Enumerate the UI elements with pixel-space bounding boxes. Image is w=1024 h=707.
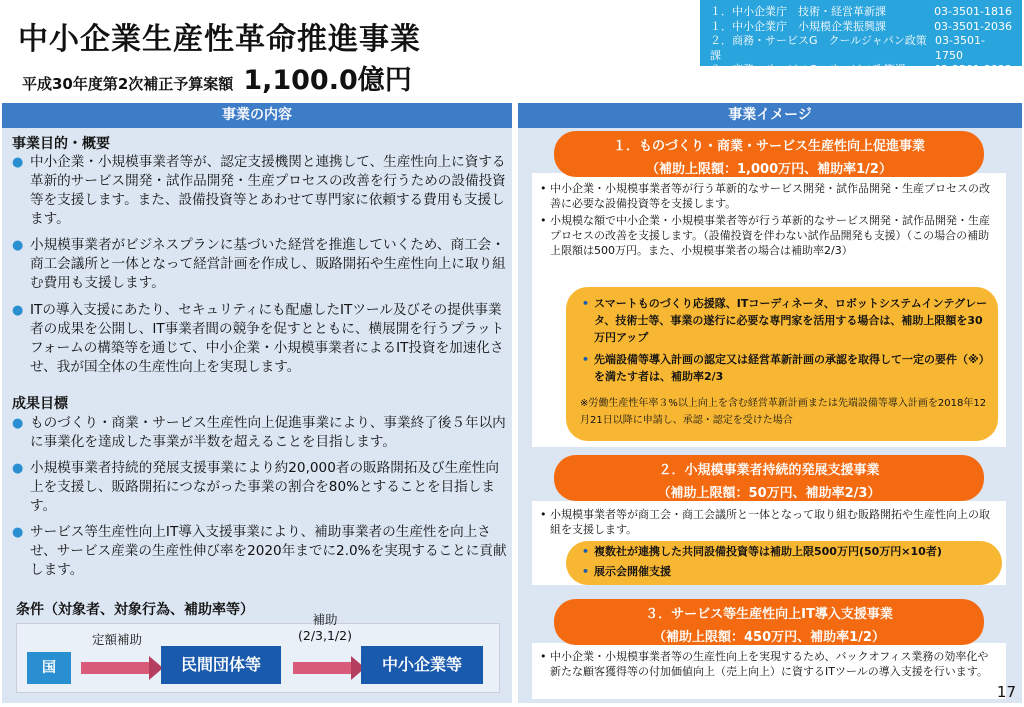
goal-item: ● 小規模事業者持続的発展支援事業により約20,000者の販路開拓及び生産性向上を支援し、販路開拓につながった事業の割合を80%とすることを目指します。 [12,459,510,516]
contact-label: １．中小企業庁 小規模企業振興課 [710,19,886,33]
contact-row [710,63,1012,78]
contact-box [700,0,1022,76]
flow-diagram [16,612,500,693]
section-1-highlight-item: • スマートものづくり応援隊、ITコーディネータ、ロボットシステムインテグレータ、技術士等、事業の遂行に必要な専門家を活用する場合は、補助上限額を30万円アップ [580,295,990,346]
contact-label: ３．商務・サービスG サービス政策課 [710,63,906,76]
flow-label-subsidy [285,612,365,644]
conditions-heading: 条件（対象者、対象行為、補助率等） [16,602,254,618]
purpose-heading: 事業目的・概要 [12,136,110,152]
section-2-highlight-item: • 展示会開催支援 [580,563,994,580]
flow-node-private: 民間団体等 [161,646,281,684]
page-title: 中小企業生産性革命推進事業 [18,22,421,57]
contact-phone: 03-3501-3922 [934,63,1012,76]
contact-row [710,20,1012,35]
section-3-box [532,643,1006,699]
contact-row [710,5,1012,20]
contact-phone: 03-3501-2036 [934,19,1012,33]
purpose-item: ● 小規模事業者がビジネスプランに基づいた経営を推進していくため、商工会・商工会議所と一体となって経営計画を作成し、販路開拓や生産性向上に取り組む費用も支援します。 [12,236,510,293]
flow-node-sme: 中小企業等 [361,646,483,684]
section-1-highlight-item: • 先端設備等導入計画の認定又は経営革新計画の承認を取得して一定の要件（※）を満たす者は、補助率2/3 [580,351,990,385]
budget-line [22,58,412,97]
flow-arrow [81,656,153,680]
section-3-title [554,599,984,645]
content-panel [2,103,512,703]
contact-phone: 03-3501-1750 [935,34,985,62]
section-2-title [554,455,984,501]
page-number: 17 [996,683,1016,701]
section-2-highlight-item: • 複数社が連携した共同設備投資等は補助上限500万円(50万円×10者) [580,543,994,560]
section-3-title-text: ３．サービス等生産性向上IT導入支援事業 [645,607,893,622]
image-panel-header: 事業イメージ [518,103,1022,128]
section-1-item: • 中小企業・小規模事業者等が行う革新的なサービス開発・試作品開発・生産プロセスの改善に必要な設備投資等を支援します。 [538,181,998,211]
flow-label-fixed-subsidy: 定額補助 [91,632,142,647]
image-panel [518,103,1022,703]
section-1-note: ※労働生産性年率３%以上向上を含む経営革新計画または先端設備等導入計画を2018年12月21日以降に申請し、承認・認定を受けた場合 [580,398,987,426]
section-1-box [532,173,1006,447]
purpose-item: ● 中小企業・小規模事業者等が、認定支援機関と連携して、生産性向上に資する革新的サービス開発・試作品開発・生産プロセスの改善を行うための設備投資等を支援します。また、設備投資等とあわせて専門家に依頼する費用も支援します。 [12,153,510,229]
contact-label: １．中小企業庁 技術・経営革新課 [710,5,886,18]
flow-arrow [293,656,355,680]
section-3-subtitle: （補助上限額：450万円、補助率1/2） [653,630,885,645]
flow-label-subsidy-line1: 補助 [312,612,338,627]
contact-row [710,34,1012,63]
section-1-title-text: １．ものづくり・商業・サービス生産性向上促進事業 [612,139,925,154]
section-1-highlight [566,287,998,441]
section-2-item: • 小規模事業者等が商工会・商工会議所と一体となって取り組む販路開拓や生産性向上の取組を支援します。 [538,507,998,537]
goal-item: ● ものづくり・商業・サービス生産性向上促進事業により、事業終了後５年以内に事業化を達成した事業が半数を超えることを目指します。 [12,414,510,452]
goal-item: ● サービス等生産性向上IT導入支援事業により、補助事業者の生産性を向上させ、サービス産業の生産性伸び率を2020年までに2.0%を実現することに貢献します。 [12,523,510,580]
budget-label: 平成30年度第2次補正予算案額 [22,75,234,93]
section-2-box [532,501,1006,585]
section-1-item: • 小規模な額で中小企業・小規模事業者等が行う革新的なサービス開発・試作品開発・生産プロセスの改善を支援します。（設備投資を伴わない試作品開発も支援）（この場合の補助上限額は500万円。また、小規模事業者の場合は補助率2/3） [538,213,998,258]
section-2-title-text: ２．小規模事業者持続的発展支援事業 [658,463,880,478]
section-2-subtitle: （補助上限額：50万円、補助率2/3） [657,486,881,501]
section-2-highlight [566,541,1002,585]
contact-phone: 03-3501-1816 [934,5,1012,18]
purpose-item: ● ITの導入支援にあたり、セキュリティにも配慮したITツール及びその提供事業者の成果を公開し、IT事業者間の競争を促すとともに、横展開を行うプラットフォームの構築等を通じて、中小企業・小規模事業者によるIT投資を加速化させ、我が国全体の生産性向上を実現します。 [12,301,510,377]
flow-node-country: 国 [27,652,71,684]
flow-label-subsidy-line2: (2/3,1/2) [298,628,352,643]
goals-heading: 成果目標 [12,396,68,412]
content-panel-header: 事業の内容 [2,103,512,128]
contact-label: ２．商務・サービスG クールジャパン政策課 [710,34,927,62]
section-1-subtitle: （補助上限額：1,000万円、補助率1/2） [646,162,892,177]
section-3-item: • 中小企業・小規模事業者等の生産性向上を実現するため、バックオフィス業務の効率化や新たな顧客獲得等の付加価値向上（売上向上）に資するITツールの導入支援を行います。 [538,649,998,679]
section-1-title [554,131,984,177]
budget-amount: 1,100.0億円 [243,65,412,96]
